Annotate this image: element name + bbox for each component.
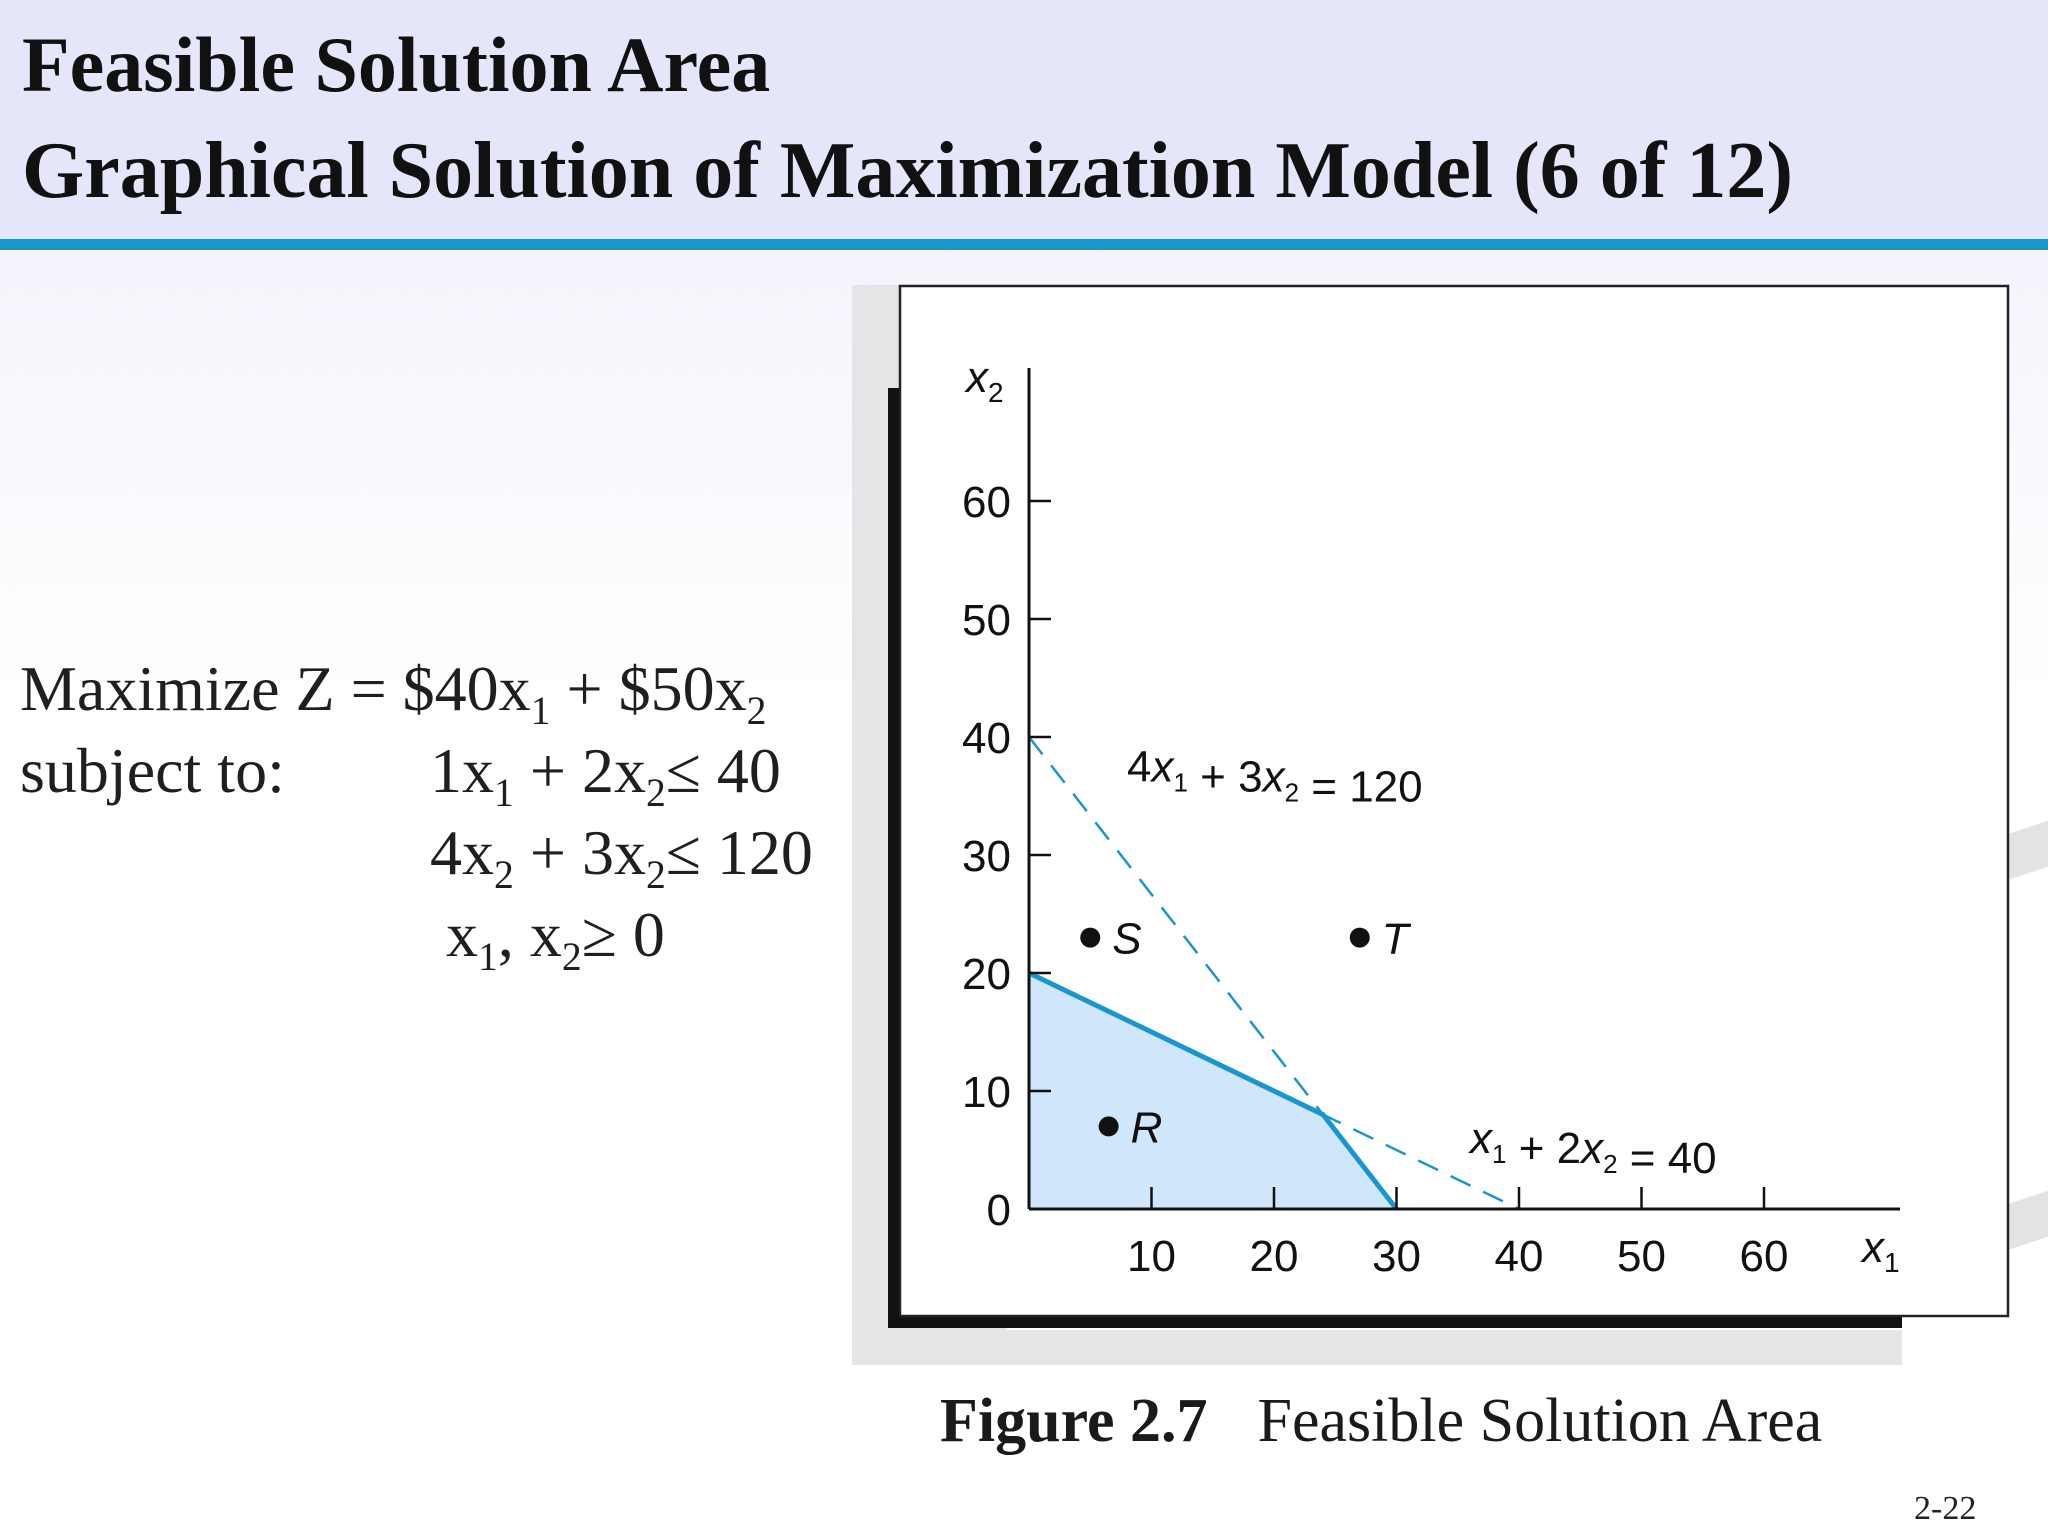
x-tick-label: 10 xyxy=(1127,1232,1176,1281)
y-axis-label: $x_2$ xyxy=(966,353,1004,408)
y-tick-label: 10 xyxy=(962,1068,1011,1117)
objective-function: Maximize $Z = \$40x_1$ + $\$50x_2$ xyxy=(20,653,767,733)
y-tick-label: 30 xyxy=(962,832,1011,881)
constraint-2: $4x_2 + 3x_2\le 120$ xyxy=(430,817,813,897)
constraint-label-1: $4x_1 + 3x_2 = 120$ xyxy=(1127,742,1423,812)
point-s xyxy=(1080,928,1100,948)
y-tick-label: 50 xyxy=(962,596,1011,645)
point-label-r: R xyxy=(1130,1103,1163,1153)
figure-caption-text: Feasible Solution Area xyxy=(1257,1387,1823,1455)
figure-shadow-bottom xyxy=(852,1330,1902,1365)
constraint-label-2: $x_1 + 2x_2 = 40$ xyxy=(1470,1114,1717,1184)
y-tick-label: 20 xyxy=(962,950,1011,999)
point-r xyxy=(1099,1116,1119,1136)
x-axis-label: $x_1$ xyxy=(1862,1223,1900,1278)
y-tick-label: 40 xyxy=(962,714,1011,763)
point-t xyxy=(1350,928,1370,948)
point-label-t: T xyxy=(1381,914,1409,964)
x-tick-label: 20 xyxy=(1249,1232,1299,1281)
subject-to-label: subject to: xyxy=(20,735,285,806)
y-tick-label: 60 xyxy=(962,478,1011,527)
constraint-1: $1x_1 + 2x_2\le 40$ xyxy=(430,735,781,815)
slide-subtitle: Graphical Solution of Maximization Model (6 of 12) xyxy=(22,127,1794,215)
y-tick-label: 0 xyxy=(986,1186,1011,1235)
x-tick-label: 60 xyxy=(1739,1232,1789,1281)
x-tick-label: 40 xyxy=(1494,1232,1544,1281)
x-tick-label: 50 xyxy=(1617,1232,1666,1281)
x-tick-label: 30 xyxy=(1372,1232,1421,1281)
figure-caption xyxy=(940,1386,1822,1457)
figure-label: Figure 2.7 xyxy=(940,1387,1208,1455)
point-label-s: S xyxy=(1112,914,1142,964)
slide-title: Feasible Solution Area xyxy=(22,21,771,108)
slide-number: 2-22 xyxy=(1914,1490,1977,1527)
nonnegativity-constraint: $x_1$, $x_2\ge 0$ xyxy=(446,899,665,979)
